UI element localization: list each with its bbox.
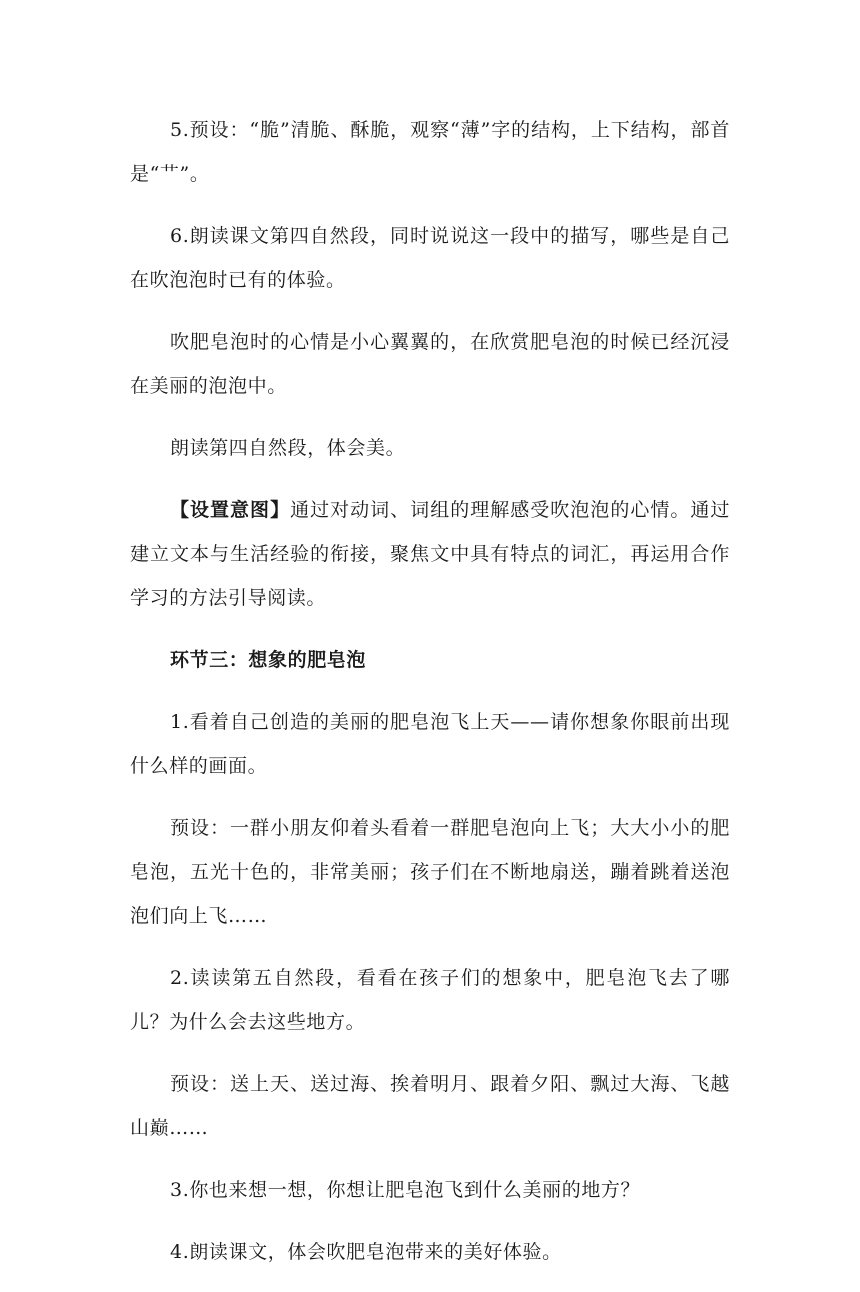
paragraph-item-4: 4.朗读课文，体会吹肥皂泡带来的美好体验。: [170, 1241, 562, 1263]
paragraph-item-1: 1.看着自己创造的美丽的肥皂泡飞上天——请你想象你眼前出现什么样的画面。: [130, 711, 730, 777]
design-intent-text: 通过对动词、词组的理解感受吹泡泡的心情。通过建立文本与生活经验的衔接，聚焦文中具有特点的词汇，再运用合作学习的方法引导阅读。: [130, 499, 730, 609]
paragraph-read-aloud: 朗读第四自然段，体会美。: [170, 437, 406, 459]
paragraph-item-2: 2.读读第五自然段，看看在孩子们的想象中，肥皂泡飞去了哪儿？为什么会去这些地方。: [130, 967, 730, 1033]
section-heading: 环节三：想象的肥皂泡: [170, 649, 367, 671]
paragraph-preset-2: 预设：送上天、送过海、挨着明月、跟着夕阳、飘过大海、飞越山巅……: [130, 1073, 730, 1139]
paragraph-preset-1: 预设：一群小朋友仰着头看着一群肥皂泡向上飞；大大小小的肥皂泡，五光十色的，非常美丽；孩子们在不断地扇送，蹦着跳着送泡泡们向上飞……: [130, 817, 730, 927]
document-body: [130, 108, 730, 1292]
paragraph-feeling: 吹肥皂泡时的心情是小心翼翼的，在欣赏肥皂泡的时候已经沉浸在美丽的泡泡中。: [130, 331, 730, 397]
paragraph-item-3: 3.你也来想一想，你想让肥皂泡飞到什么美丽的地方？: [170, 1179, 641, 1201]
paragraph-design-intent: [130, 488, 730, 620]
paragraph-item-6: 6.朗读课文第四自然段，同时说说这一段中的描写，哪些是自己在吹泡泡时已有的体验。: [130, 225, 730, 291]
design-intent-label: 【设置意图】: [170, 499, 291, 521]
paragraph-preset-5: 5.预设：“脆”清脆、酥脆，观察“薄”字的结构，上下结构，部首是“艹”。: [130, 119, 730, 185]
